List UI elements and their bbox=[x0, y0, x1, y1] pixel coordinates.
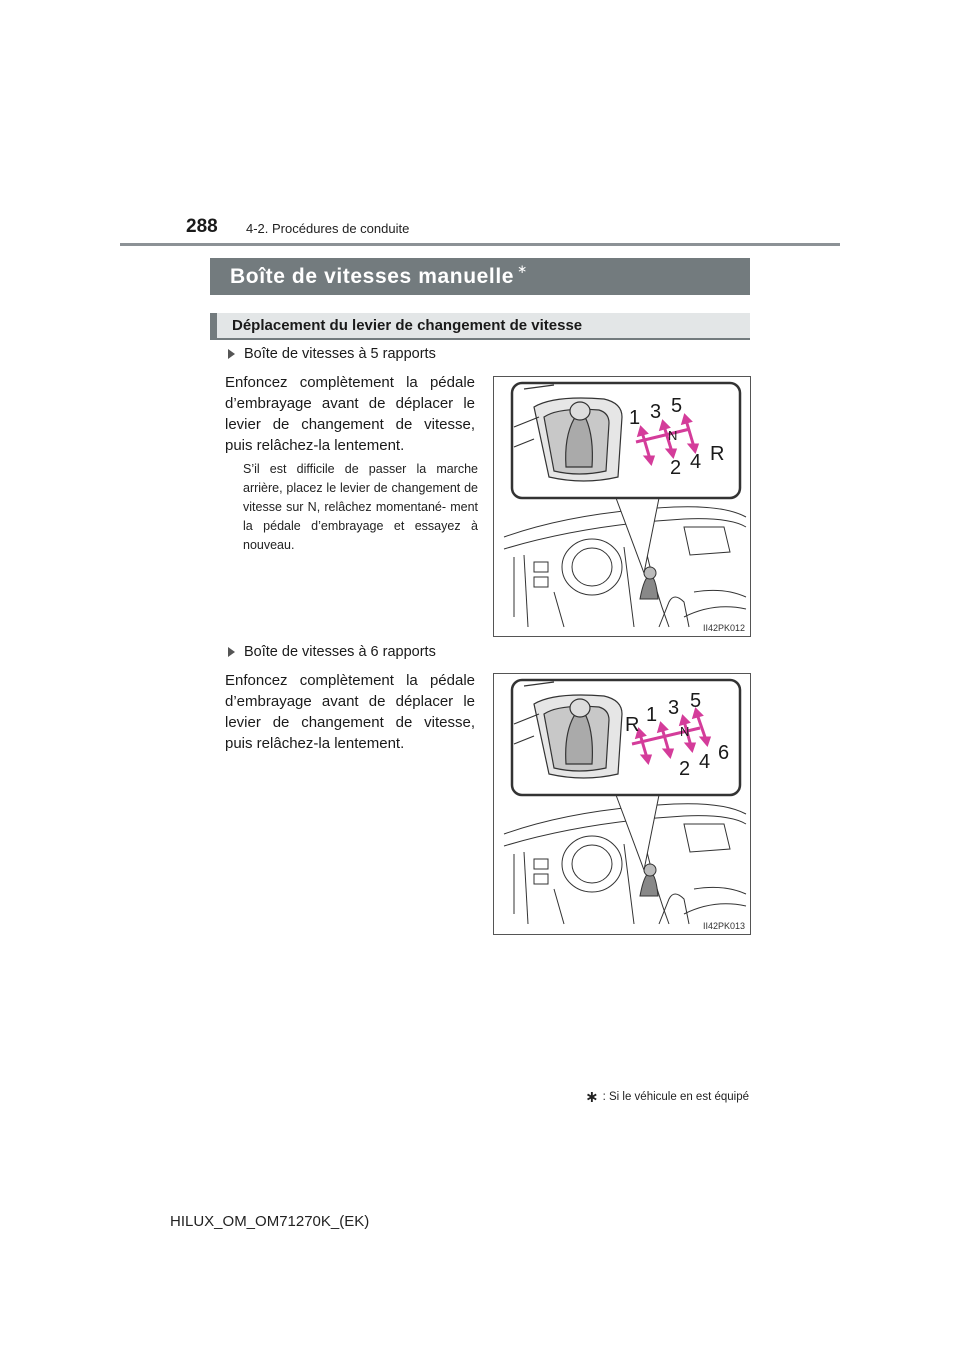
gear-label: R bbox=[625, 714, 640, 736]
subsection-title: Déplacement du levier de changement de vitesse bbox=[232, 317, 583, 334]
page-title-bar bbox=[210, 258, 750, 295]
bullet-6-speed bbox=[228, 644, 436, 660]
gear-label: 1 bbox=[629, 407, 641, 429]
instruction-paragraph: Enfoncez complètement la pédale d’embrayage avant de déplacer le levier de changement de vitesse, puis relâchez-la lentement. bbox=[225, 374, 475, 454]
gear-label: 4 bbox=[690, 451, 702, 473]
page-number: 288 bbox=[186, 216, 218, 237]
gear-label: 1 bbox=[646, 704, 658, 726]
header-divider bbox=[120, 243, 840, 246]
neutral-label: N bbox=[668, 428, 678, 443]
instruction-paragraph: Enfoncez complètement la pédale d’embrayage avant de déplacer le levier de changement de vitesse, puis relâchez-la lentement. bbox=[225, 672, 475, 752]
triangle-bullet-icon bbox=[228, 349, 235, 359]
gear-label: 2 bbox=[679, 758, 691, 780]
subsection-header bbox=[210, 313, 750, 340]
neutral-label: N bbox=[680, 724, 690, 739]
gear-label: 5 bbox=[671, 395, 683, 417]
gear-label: 4 bbox=[699, 751, 711, 773]
gear-label: 6 bbox=[718, 742, 730, 764]
equipment-asterisk: ∗ bbox=[517, 261, 528, 276]
section-label: 4-2. Procédures de conduite bbox=[246, 221, 410, 236]
gear-label: 2 bbox=[670, 457, 682, 479]
gear-label: 3 bbox=[650, 401, 662, 423]
footnote-text: : Si le véhicule en est équipé bbox=[602, 1091, 749, 1103]
dashboard-illustration bbox=[494, 674, 750, 934]
equipment-footnote bbox=[556, 1087, 749, 1107]
instruction-note: S’il est difficile de passer la marche arrière, placez le levier de changement de vitesse sur N, relâchez momentané- ment la pédale d’embrayage et essayez à nouveau. bbox=[243, 462, 478, 552]
page-title: Boîte de vitesses manuelle bbox=[230, 264, 515, 288]
gear-label: 3 bbox=[668, 697, 680, 719]
triangle-bullet-icon bbox=[228, 647, 235, 657]
bullet-5-speed bbox=[228, 346, 436, 362]
bullet-heading: Boîte de vitesses à 6 rapports bbox=[244, 644, 436, 660]
figure-code: II42PK013 bbox=[702, 921, 745, 931]
shift-pattern-figure-6-speed bbox=[493, 673, 751, 935]
manual-model-code: HILUX_OM_OM71270K_(EK) bbox=[170, 1213, 370, 1230]
bullet-heading: Boîte de vitesses à 5 rapports bbox=[244, 346, 436, 362]
gear-label: R bbox=[710, 443, 725, 465]
figure-code: II42PK012 bbox=[702, 623, 745, 633]
shift-pattern-figure-5-speed bbox=[493, 376, 751, 637]
gear-label: 5 bbox=[690, 690, 702, 712]
dashboard-illustration bbox=[494, 377, 750, 636]
asterisk-icon: ∗ bbox=[585, 1089, 599, 1106]
